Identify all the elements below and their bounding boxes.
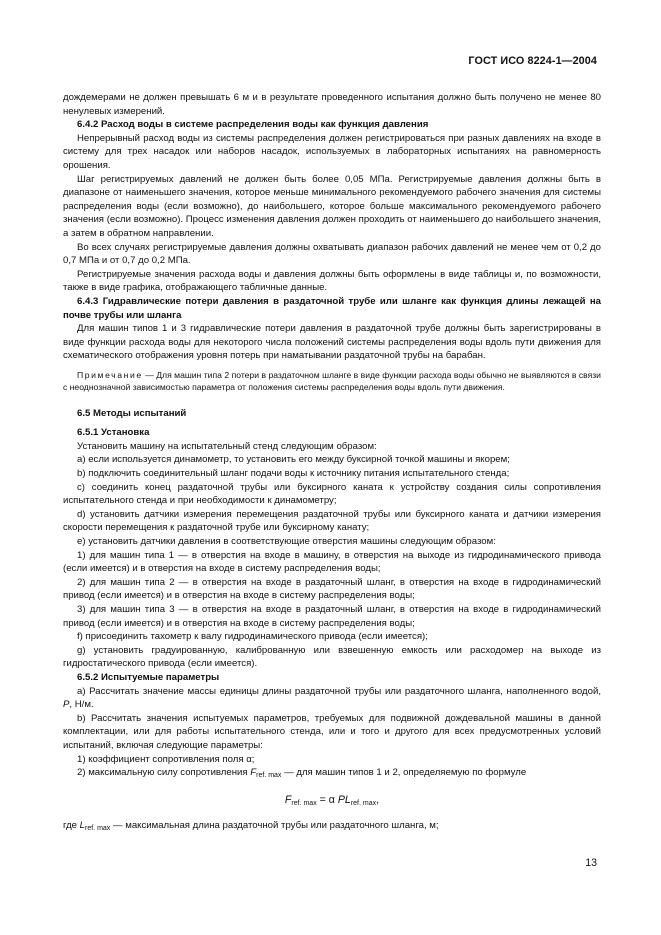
section-heading-6-4-2: 6.4.2 Расход воды в системе распределения воды как функция давления: [77, 119, 429, 131]
paragraph: Для машин типов 1 и 3 гидравлические потери давления в раздаточной трубе должны быть зарегистрированы в виде функции расхода воды для некоторого числа положений системы распределения воды вдоль пути движения для схематического отображения уровня потерь при наматывании раздаточной трубы на барабан.: [63, 323, 601, 362]
section-heading-6-4-3: 6.4.3 Гидравлические потери давления в раздаточной трубе или шланге как функция длины лежащей на почве трубы или шланга: [63, 295, 601, 321]
section-heading-6-5-2: 6.5.2 Испытуемые параметры: [77, 671, 220, 683]
note-text: — Для машин типа 2 потери в раздаточном шланге в виде функции расхода воды обычно не выявляются в связи с неоднозначной зависимостью параметра от положения системы распределения воды вдоль пути движения.: [63, 369, 601, 393]
list-item: b) Рассчитать значения испытуемых параметров, требуемых для подвижной дождевальной машины в данной комплектации, или для работы испытательного стенда, или и того и другого для всех предусмотренных условий испытаний, включая следующие параметры:: [63, 712, 601, 751]
list-subitem: 1) для машин типа 1 — в отверстия на входе в машину, в отверстия на выходе из гидродинамического привода (если имеется) и в отверстия на входе в систему распределения воды;: [63, 549, 601, 575]
formula: $F_{ref. max} = \alpha$ $PL_{ref. max}$,: [284, 793, 380, 807]
list-item: f) присоединить тахометр к валу гидродинамического привода (если имеется);: [77, 631, 428, 643]
standard-header: ГОСТ ИСО 8224-1—2004: [468, 55, 597, 67]
section-heading-6-5-1: 6.5.1 Установка: [77, 427, 150, 439]
list-item: с) соединить конец раздаточной трубы или буксирного каната к устройству создания силы сопротивления испытательного стенда и при необходимости к динамометру;: [63, 481, 601, 507]
paragraph: Непрерывный расход воды из системы распределения должен регистрироваться при разных давлениях на входе в систему для трех насадок или наборов насадок, используемых в лабораторных испытаниях на равномерность орошения.: [63, 132, 601, 171]
section-heading-6-5: 6.5 Методы испытаний: [77, 407, 187, 419]
note: [63, 369, 601, 394]
list-item: а) Рассчитать значение массы единицы длины раздаточной трубы или раздаточного шланга, наполненного водой, P, Н/м.: [63, 685, 601, 711]
note-label: Примечание: [77, 369, 143, 380]
list-item: b) подключить соединительный шланг подачи воды к источнику питания испытательного стенда;: [77, 468, 510, 480]
list-subitem: 3) для машин типа 3 — в отверстия на входе в раздаточный шланг, в отверстия на входе в гидродинамический привод (если имеется) и в отверстия на входе в систему распределения воды;: [63, 604, 601, 629]
list-item: а) если используется динамометр, то установить его между буксирной точкой машины и якорем;: [77, 454, 510, 466]
list-subitem: 1) коэффициент сопротивления поля α;: [77, 753, 255, 765]
list-item: g) установить градуированную, калиброванную или взвешенную емкость или расходомер на выходе из гидростатического привода (если имеется).: [63, 644, 601, 670]
page-number: 13: [585, 857, 597, 869]
list-item: d) установить датчики измерения перемещения раздаточной трубы или буксирного каната и датчики измерения скорости перемещения к раздаточной трубе или буксирному канату;: [63, 508, 601, 534]
paragraph: Во всех случаях регистрируемые давления должны охватывать диапазон рабочих давлений не менее чем от 0,2 до 0,7 МПа и от 0,7 до 0,2 МПа.: [63, 241, 601, 267]
paragraph: Установить машину на испытательный стенд следующим образом:: [77, 440, 377, 452]
list-subitem: 2) для машин типа 2 — в отверстия на входе в раздаточный шланг, в отверстия на входе в гидродинамический привод (если имеется) и в отверстия на входе в систему распределения воды;: [63, 576, 601, 602]
paragraph: Регистрируемые значения расхода воды и давления должны быть оформлены в виде таблицы и, по возможности, также в виде графика, отображающего табличные данные.: [63, 268, 601, 294]
paragraph: дождемерами не должен превышать 6 м и в результате проведенного испытания должно быть получено не менее 80 ненулевых измерений.: [63, 92, 601, 117]
formula-explanation: где $L_{ref. max}$ — максимальная длина раздаточной трубы или раздаточного шланга, м;: [63, 820, 439, 833]
list-item: е) установить датчики давления в соответствующие отверстия машины следующим образом:: [77, 536, 496, 548]
paragraph: Шаг регистрируемых давлений не должен быть более 0,05 МПа. Регистрируемые давления должны быть в диапазоне от наименьшего значения, которое меньше минимального рекомендуемого рабочего значения для системы распределения воды (если возможно), до наибольшего, которое больше максимального рекомендуемого рабочего значения (если возможно). Процесс изменения давления должен проходить от наименьшего до наибольшего значения, а затем в обратном направлении.: [63, 173, 601, 239]
list-subitem: 2) максимальную силу сопротивления $F_{ref. max}$ — для машин типов 1 и 2, определяемую по формуле: [77, 767, 527, 780]
document-body: [63, 91, 601, 833]
